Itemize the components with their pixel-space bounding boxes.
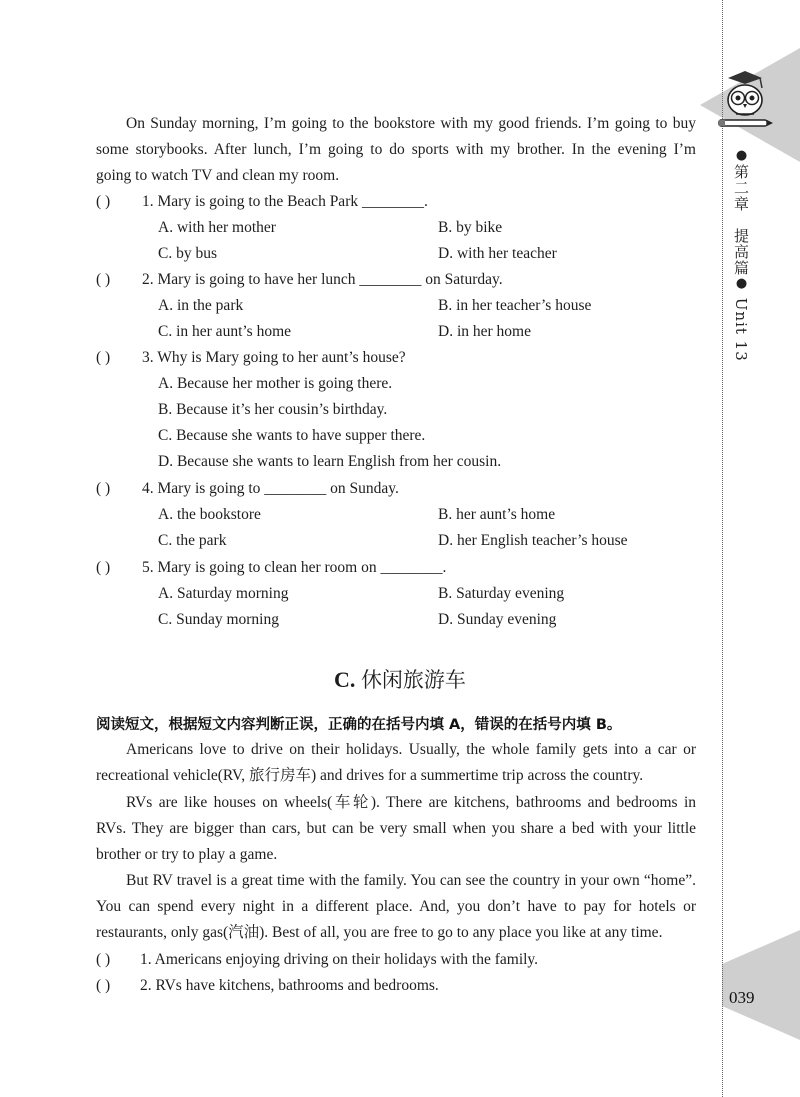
- passage-line: You can spend every night in a different place. And, you don’t have to pay for hotels or: [96, 898, 696, 915]
- option: B. by bike: [438, 219, 503, 236]
- option: C. by bus: [158, 245, 217, 262]
- page-number: 039: [729, 988, 755, 1007]
- passage-line: restaurants, only gas(汽油). Best of all, you are free to go to any place you like at any time.: [96, 924, 663, 941]
- chapter-sidebar: ●第二章 提高篇● Unit 13: [732, 148, 750, 362]
- option: D. with her teacher: [438, 245, 557, 262]
- question-text: 1. Americans enjoying driving on their holidays with the family.: [140, 951, 539, 968]
- answer-blank[interactable]: ( ): [96, 349, 111, 366]
- question-text: 1. Mary is going to the Beach Park ________.: [142, 193, 428, 210]
- option: A. in the park: [158, 297, 244, 314]
- unit-label: Unit 13: [732, 297, 750, 362]
- answer-blank[interactable]: ( ): [96, 951, 111, 968]
- chapter-label: 第二章: [732, 164, 750, 212]
- passage-line: going to watch TV and clean my room.: [96, 167, 340, 184]
- option: D. Sunday evening: [438, 611, 557, 628]
- option: D. in her home: [438, 323, 531, 340]
- option: B. Saturday evening: [438, 585, 565, 602]
- passage-line: RVs are like houses on wheels(车轮). There are kitchens, bathrooms and bedrooms in: [126, 794, 696, 811]
- answer-blank[interactable]: ( ): [96, 977, 111, 994]
- option: B. Because it’s her cousin’s birthday.: [158, 401, 388, 418]
- answer-blank[interactable]: ( ): [96, 480, 111, 497]
- question-text: 2. RVs have kitchens, bathrooms and bedrooms.: [140, 977, 439, 994]
- option: A. the bookstore: [158, 506, 261, 523]
- margin-dotted-line: [722, 0, 723, 1097]
- passage-line: On Sunday morning, I’m going to the bookstore with my good friends. I’m going to buy: [126, 115, 696, 132]
- passage-line: some storybooks. After lunch, I’m going to do sports with my brother. In the evening I’m: [96, 141, 696, 158]
- option: C. Because she wants to have supper there.: [158, 427, 426, 444]
- option: A. Saturday morning: [158, 585, 289, 602]
- option: C. the park: [158, 532, 227, 549]
- question-text: 5. Mary is going to clean her room on ________.: [142, 559, 447, 576]
- option: D. her English teacher’s house: [438, 532, 628, 549]
- answer-blank[interactable]: ( ): [96, 271, 111, 288]
- option: B. in her teacher’s house: [438, 297, 592, 314]
- instruction-text: 阅读短文，根据短文内容判断正误，正确的在括号内填 A，错误的在括号内填 B。: [96, 717, 622, 733]
- answer-blank[interactable]: ( ): [96, 193, 111, 210]
- option: C. in her aunt’s home: [158, 323, 292, 340]
- passage-line: But RV travel is a great time with the family. You can see the country in your own “home”.: [126, 872, 696, 889]
- owl-mascot-icon: [716, 68, 774, 134]
- question-text: 4. Mary is going to ________ on Sunday.: [142, 480, 399, 497]
- question-text: 3. Why is Mary going to her aunt’s house?: [142, 349, 406, 366]
- option: A. with her mother: [158, 219, 276, 236]
- answer-blank[interactable]: ( ): [96, 559, 111, 576]
- section-label: 提高篇: [732, 228, 750, 276]
- passage-line: brother or try to play a game.: [96, 846, 278, 863]
- section-title: [0, 664, 800, 694]
- passage-line: RVs. They are bigger than cars, but can be very small when you share a bed with your little: [96, 820, 696, 837]
- option: D. Because she wants to learn English from her cousin.: [158, 453, 502, 470]
- passage-line: Americans love to drive on their holidays. Usually, the whole family gets into a car or: [126, 741, 696, 758]
- option: C. Sunday morning: [158, 611, 279, 628]
- section-letter: C.: [334, 667, 356, 692]
- option: A. Because her mother is going there.: [158, 375, 393, 392]
- question-text: 2. Mary is going to have her lunch ________ on Saturday.: [142, 271, 503, 288]
- option: B. her aunt’s home: [438, 506, 556, 523]
- section-title-cn: 休闲旅游车: [360, 668, 466, 692]
- passage-line: recreational vehicle(RV, 旅行房车) and drives for a summertime trip across the country.: [96, 767, 644, 784]
